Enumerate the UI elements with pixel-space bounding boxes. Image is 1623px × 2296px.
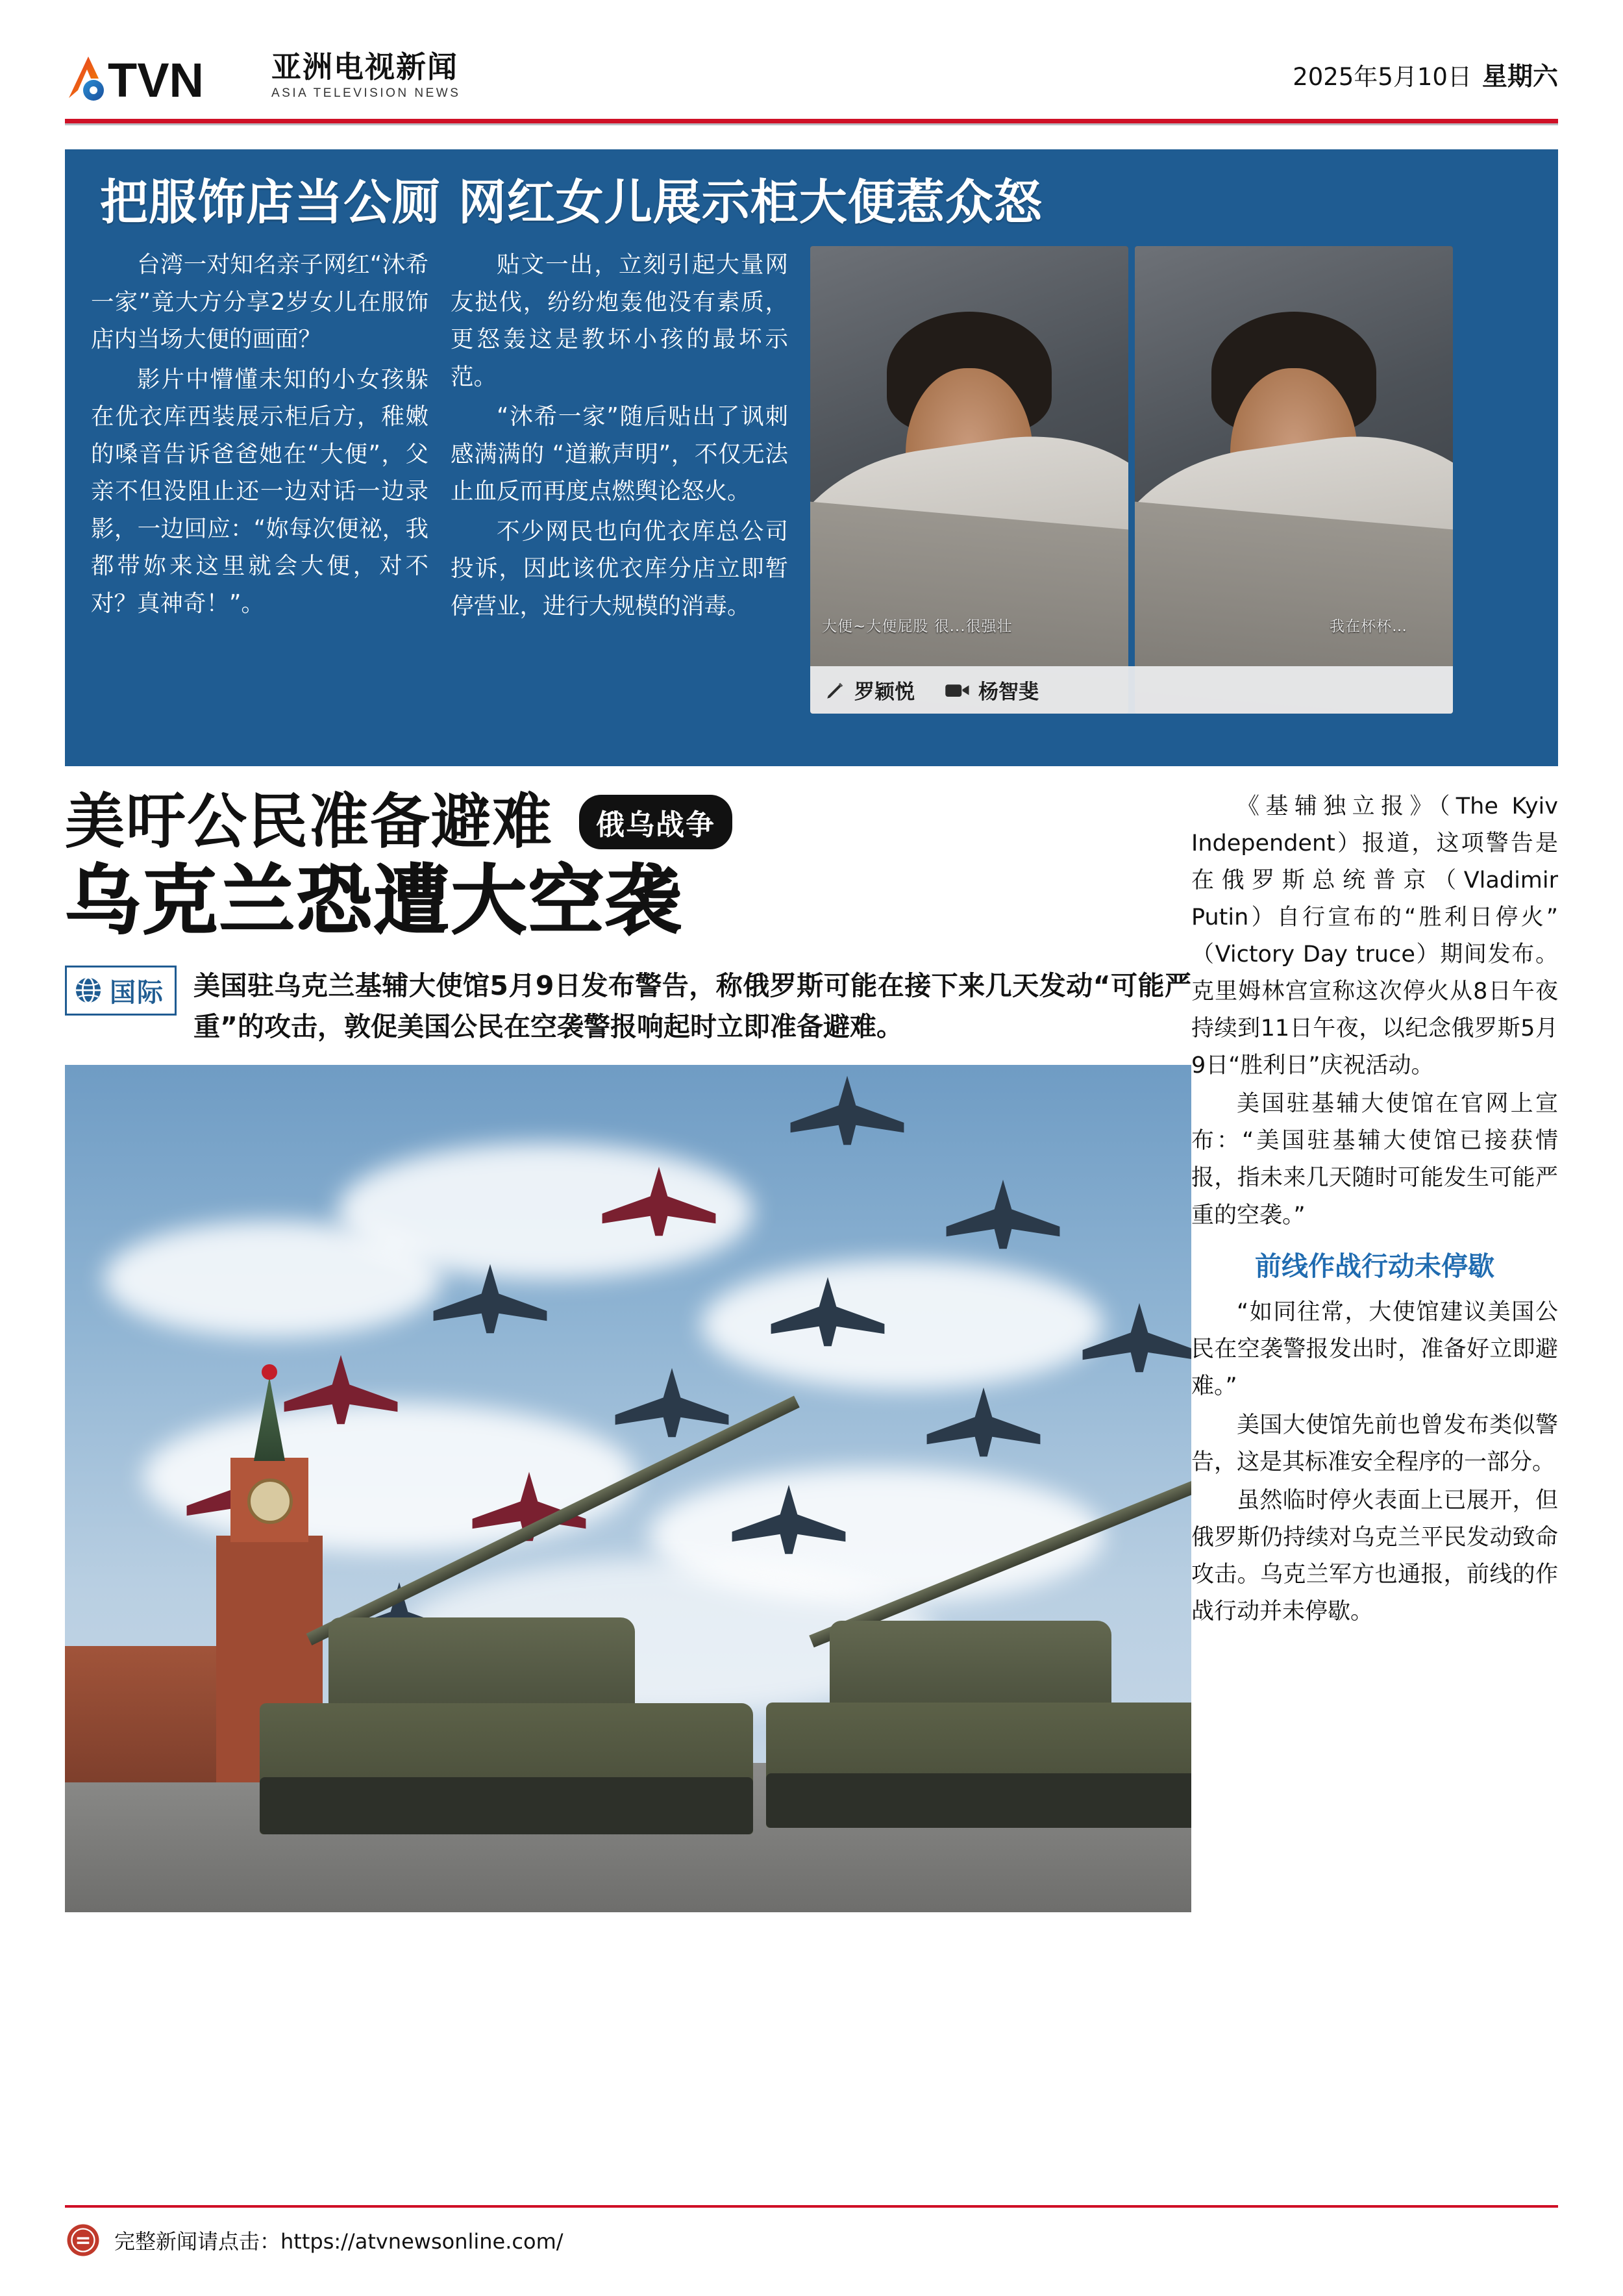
paragraph: 美国大使馆先前也曾发布类似警告，这是其标准安全程序的一部分。 (1191, 1412, 1558, 1475)
tank-tracks (766, 1773, 1191, 1828)
byline-videographer (945, 675, 1039, 705)
date-text: 2025年5月10日 (1293, 63, 1472, 91)
issue-date (1293, 56, 1558, 99)
main-story-photo (65, 1065, 1191, 1912)
fighter-jet-icon (786, 1071, 909, 1149)
brand-name-en: ASIA TELEVISION NEWS (271, 86, 461, 101)
footer (65, 2205, 1558, 2258)
fighter-jet-icon (941, 1175, 1065, 1253)
byline-reporter (824, 675, 915, 705)
seal-icon (65, 2222, 101, 2258)
paragraph: 虽然临时停火表面上已展开，但俄罗斯仍持续对乌克兰平民发动致命攻击。乌克兰军方也通报，前线的作战行动并未停歇。 (1191, 1487, 1558, 1625)
main-headline-area (65, 788, 1191, 943)
top-story-column-2 (451, 246, 788, 714)
globe-icon (73, 975, 103, 1005)
tower-spire (254, 1377, 285, 1461)
top-story-headline: 把服饰店当公厕 网红女儿展示柜大便惹众怒 (100, 175, 1043, 231)
photo-left (810, 246, 1128, 714)
main-story (65, 788, 1558, 1912)
photo-caption-left: 大便~大便屁股 很...很强壮 (822, 618, 1013, 636)
photo-right (1135, 246, 1453, 714)
fighter-jet-icon (1078, 1299, 1191, 1377)
masthead-rule-red (65, 119, 1558, 123)
main-story-subhead: 前线作战行动未停歇 (1255, 1250, 1494, 1282)
atvn-logo-icon (65, 50, 253, 106)
fighter-jet-icon (428, 1260, 552, 1338)
paragraph: 《基辅独立报》（The Kyiv Independent）报道，这项警告是在俄罗斯总统普京（Vladimir Putin）自行宣布的“胜利日停火”（Victory Day truce）期间发布。克里姆林宫宣称这次停火从8日午夜持续到11日午夜，以纪念俄罗斯5月9日“胜利日”庆祝活动。 (1191, 793, 1558, 1079)
fighter-jet-icon (610, 1364, 734, 1441)
footer-text[interactable]: 完整新闻请点击：https://atvnewsonline.com/ (114, 2229, 564, 2254)
main-story-right-column (1191, 788, 1558, 1632)
paragraph: 美国驻基辅大使馆在官网上宣布：“美国驻基辅大使馆已接获情报，指未来几天随时可能发生可能严重的空袭。” (1191, 1091, 1558, 1229)
atvn-logo (65, 50, 253, 106)
brand-name-cn: 亚洲电视新闻 (271, 49, 458, 84)
video-camera-icon (945, 680, 971, 700)
paragraph: 贴文一出，立刻引起大量网友挞伐，纷纷炮轰他没有素质，更怒轰这是教坏小孩的最坏示范。 (451, 251, 788, 390)
photo-caption-right: 我在杯杯… (1330, 618, 1407, 636)
fighter-jet-icon (922, 1383, 1045, 1461)
cloud (701, 1260, 1104, 1390)
section-badge-international (65, 966, 177, 1016)
section-badge-label: 国际 (110, 977, 164, 1008)
main-lede-row (65, 966, 1191, 1048)
byline-name: 杨智斐 (978, 680, 1039, 705)
top-story-byline (810, 666, 1453, 714)
tank-tracks (260, 1777, 753, 1834)
footer-rule (65, 2205, 1558, 2208)
top-story-body (91, 246, 1532, 714)
paragraph: 影片中懵懂未知的小女孩躲在优衣库西装展示柜后方，稚嫩的嗓音告诉爸爸她在“大便”，父亲不但没阻止还一边对话一边录影，一边回应：“妳每次便祕，我都带妳来这里就会大便，对不对？真神奇！”。 (91, 366, 428, 617)
paragraph: “如同往常，大使馆建议美国公民在空袭警报发出时，准备好立即避难。” (1191, 1299, 1558, 1400)
top-story-photos (810, 246, 1453, 714)
byline-name: 罗颖悦 (854, 680, 915, 705)
paragraph: 不少网民也向优衣库总公司投诉，因此该优衣库分店立即暂停营业，进行大规模的消毒。 (451, 518, 788, 619)
main-lede-text: 美国驻乌克兰基辅大使馆5月9日发布警告，称俄罗斯可能在接下来几天发动“可能严重”的攻击，敦促美国公民在空袭警报响起时立即准备避难。 (193, 969, 1191, 1043)
paragraph: 台湾一对知名亲子网红“沐希一家”竟大方分享2岁女儿在服饰店内当场大便的画面？ (91, 251, 428, 353)
fighter-jet-icon (597, 1162, 721, 1240)
masthead-rule-grey (65, 123, 1558, 125)
brand (65, 50, 460, 106)
tower-star (262, 1364, 277, 1380)
fighter-jet-icon (766, 1273, 889, 1351)
svg-text:TVN: TVN (108, 53, 204, 106)
masthead (65, 0, 1558, 123)
story-tag-badge: 俄乌战争 (579, 795, 732, 849)
tower-clock (247, 1479, 293, 1524)
top-story (65, 149, 1558, 766)
footer-row (65, 2222, 1558, 2258)
tank-left (260, 1549, 753, 1834)
main-headline-line1: 美吁公民准备避难 (65, 787, 554, 856)
fighter-jet-icon (727, 1480, 850, 1558)
paragraph: “沐希一家”随后贴出了讽刺感满满的 “道歉声明”，不仅无法止血反而再度点燃舆论怒火。 (451, 403, 788, 505)
tank-right (766, 1555, 1191, 1828)
top-story-column-1 (91, 246, 428, 714)
main-headline-line2: 乌克兰恐遭大空袭 (65, 857, 683, 945)
weekday-text: 星期六 (1481, 62, 1558, 92)
brand-names (271, 51, 460, 105)
pen-icon (824, 679, 847, 701)
